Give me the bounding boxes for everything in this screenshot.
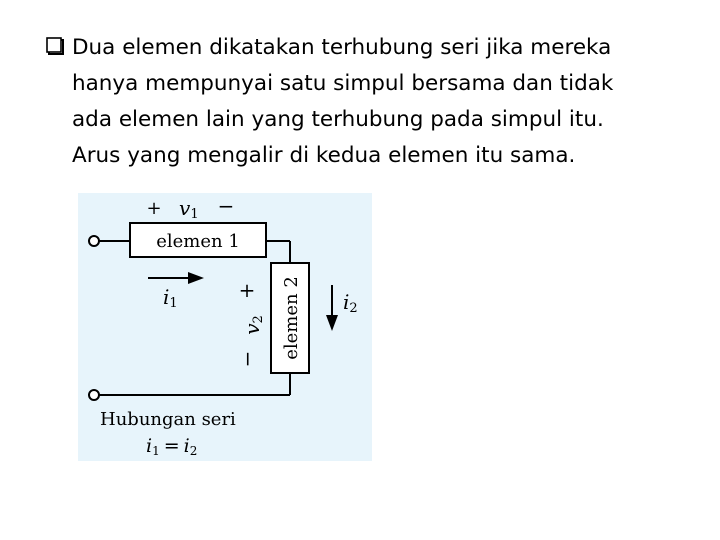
v2-minus-sign: −: [235, 350, 259, 368]
caption-equation: i1 = i2: [146, 435, 198, 458]
bullet-line-3: ada elemen lain yang terhubung pada simpul itu.: [72, 107, 604, 132]
v2-label: v2: [240, 315, 266, 335]
bullet-line-2: hanya mempunyai satu simpul bersama dan tidak: [72, 71, 614, 96]
terminal-top: [89, 236, 99, 246]
i2-arrow-icon: [326, 285, 338, 331]
terminal-bottom: [89, 390, 99, 400]
bullet-line-1: Dua elemen dikatakan terhubung seri jika mereka: [72, 35, 612, 60]
element-1-label: elemen 1: [156, 231, 240, 252]
bullet-text: [52, 30, 712, 174]
i1-label: i1: [163, 285, 178, 311]
checkbox-bullet-icon: [46, 37, 64, 55]
v2-plus-sign: +: [238, 278, 256, 302]
v1-plus-sign: +: [146, 198, 162, 219]
bullet-line-4: Arus yang mengalir di kedua elemen itu sama.: [72, 143, 576, 168]
v1-minus-sign: −: [217, 194, 235, 218]
element-2-label: elemen 2: [281, 276, 302, 360]
bullet-paragraph: [52, 30, 712, 174]
series-circuit-diagram: [78, 193, 372, 461]
v1-label: v1: [179, 196, 199, 222]
i2-label: i2: [343, 290, 358, 316]
i1-arrow-icon: [148, 272, 204, 284]
caption-title: Hubungan seri: [100, 409, 236, 430]
series-circuit-figure: [78, 193, 372, 461]
